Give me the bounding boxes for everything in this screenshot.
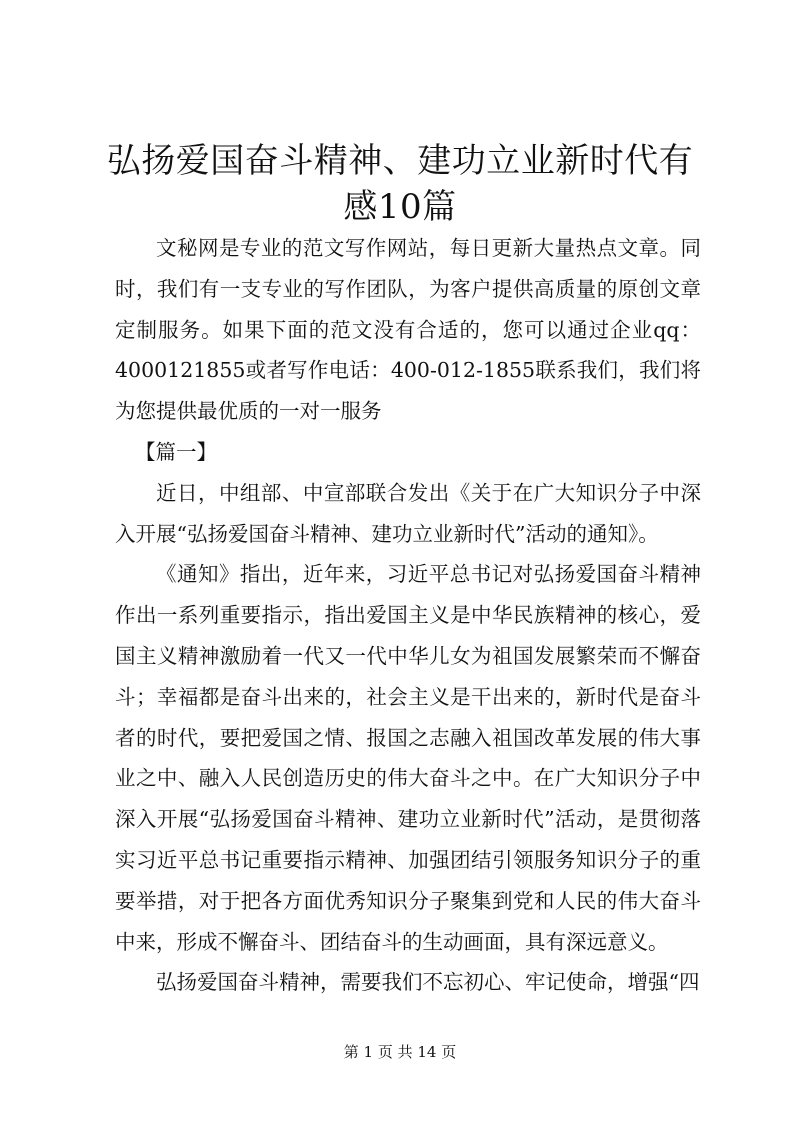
intro-paragraph: 文秘网是专业的范文写作网站，每日更新大量热点文章。同时，我们有一支专业的写作团队，为客户提供高质量的原创文章定制服务。如果下面的范文没有合适的，您可以通过企业qq：4000121855或者写作电话：400-012-1855联系我们，我们将为您提供最优质的一对一服务	[115, 236, 701, 424]
section-heading: 【篇一】	[135, 439, 217, 464]
page-footer: 第 1 页 共 14 页	[343, 1043, 457, 1061]
document-body	[115, 228, 701, 1003]
body-paragraph: 《通知》指出，近年来，习近平总书记对弘扬爱国奋斗精神作出一系列重要指示，指出爱国主义是中华民族精神的核心，爱国主义精神激励着一代又一代中华儿女为祖国发展繁荣而不懈奋斗；幸福都是奋斗出来的，社会主义是干出来的，新时代是奋斗者的时代，要把爱国之情、报国之志融入祖国改革发展的伟大事业之中、融入人民创造历史的伟大奋斗之中。在广大知识分子中深入开展“弘扬爱国奋斗精神、建功立业新时代”活动，是贯彻落实习近平总书记重要指示精神、加强团结引领服务知识分子的重要举措，对于把各方面优秀知识分子聚集到党和人民的伟大奋斗中来，形成不懈奋斗、团结奋斗的生动画面，具有深远意义。	[115, 562, 701, 954]
body-paragraph: 近日，中组部、中宣部联合发出《关于在广大知识分子中深入开展“弘扬爱国奋斗精神、建功立业新时代”活动的通知》。	[115, 480, 701, 546]
document-title: 弘扬爱国奋斗精神、建功立业新时代有感10篇	[106, 141, 694, 227]
body-paragraph: 弘扬爱国奋斗精神，需要我们不忘初心、牢记使命，增强“四	[156, 970, 700, 995]
